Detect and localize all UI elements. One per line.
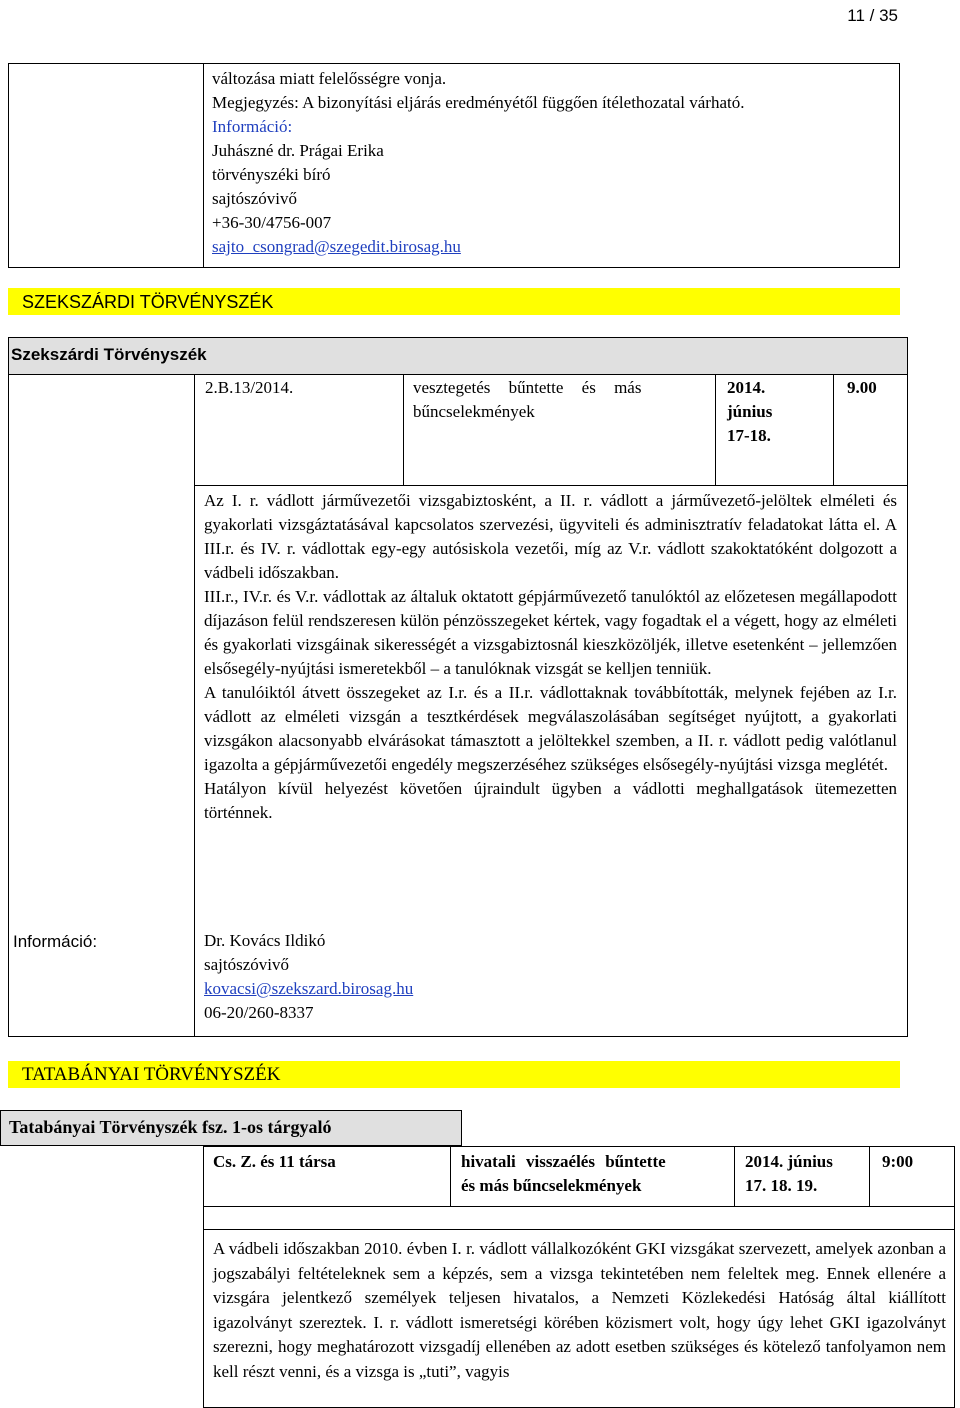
paragraph: Hatályon kívül helyezést követően újraindult ügyben a vádlotti meghallgatások ütemezetten történnek. bbox=[204, 779, 897, 822]
crime-line: hivatali visszaélés bűntette bbox=[461, 1152, 666, 1171]
contact-role: sajtószóvivő bbox=[204, 955, 289, 974]
crime-line: vesztegetés bűntette és más bbox=[413, 378, 642, 397]
case-time: 9:00 bbox=[882, 1152, 914, 1171]
case-number: 2.B.13/2014. bbox=[205, 378, 294, 397]
crime-line: és más bűncselekmények bbox=[461, 1176, 642, 1195]
crime-line: bűncselekmények bbox=[413, 402, 535, 421]
case-date bbox=[745, 1150, 833, 1198]
contact-title: törvényszéki bíró bbox=[212, 165, 331, 184]
case-crime bbox=[461, 1150, 726, 1198]
court-header-szekszard: SZEKSZÁRDI TÖRVÉNYSZÉK bbox=[8, 288, 900, 315]
case-crime bbox=[413, 376, 707, 424]
date-line: június bbox=[727, 402, 773, 421]
paragraph: A tanulóiktól átvett összegeket az I.r. és a II.r. vádlottaknak továbbították, melynek fejében az I.r. vádlott az elméleti vizsgán a tesztkérdések megválaszolásában segítséget nyújtott, a gyakorlati vizsgákon alacsonyabb elvárásokat támasztott a jelöltekkel szemben, a II. r. vádlott pedig valótlanul igazolta a gépjárművezetői engedély megszerzéséhez szükséges elsősegély-nyújtási vizsga meglétét. bbox=[204, 683, 897, 774]
case-description bbox=[213, 1237, 946, 1384]
date-line: 2014. június bbox=[745, 1152, 833, 1171]
text-line: változása miatt felelősségre vonja. bbox=[212, 69, 447, 88]
case-name: Cs. Z. és 11 társa bbox=[213, 1152, 336, 1171]
text-line: Megjegyzés: A bizonyítási eljárás eredményétől függően ítélethozatal várható. bbox=[212, 93, 745, 112]
page-number: 11 / 35 bbox=[847, 6, 898, 25]
contact-role: sajtószóvivő bbox=[212, 189, 297, 208]
info-label: Információ: bbox=[13, 932, 98, 951]
case-date bbox=[727, 376, 772, 448]
court-subheader-tatabanya: Tatabányai Törvényszék fsz. 1-os tárgyaló bbox=[0, 1110, 462, 1146]
paragraph: A vádbeli időszakban 2010. évben I. r. vádlott vállalkozóként GKI vizsgákat szervezett, amelyek azonban a jogszabályi feltételeknek sem a képzés, sem a vizsga tekintetében nem feleltek meg. Ennek ellenére a vizsgára jelentkező személyek teljesen hivatalos, a Nemzeti Közlekedési Hatóság által kiállított igazolványt szereztek. I. r. vádlott ismeretségi körében közismert volt, hogy úgy lehet GKI igazolványt szerezni, hogy meghatározott vizsgadíj ellenében az adott esetben szükséges és kötelező tanfolyamon nem kell részt venni, és a vizsga is „tuti”, vagyis bbox=[213, 1239, 946, 1381]
date-line: 17-18. bbox=[727, 426, 771, 445]
contact-email-link[interactable]: kovacsi@szekszard.birosag.hu bbox=[204, 979, 414, 998]
paragraph: III.r., IV.r. és V.r. vádlottak az általuk oktatott gépjárművezető tanulóktól az előzetesen megállapodott díjazáson felül rendszeresen külön pénzösszegeket kértek, vagy fogadtak el a végett, hogy az elméleti és gyakorlati vizsgáinak sikerességét a vizsgabiztosnál kieszközöljék, illetve esetenként – jellemzően elsősegély-nyújtási ismeretekből – a tanulóknak vizsgát se kelljen tenniük. bbox=[204, 587, 897, 678]
case-description bbox=[204, 489, 897, 825]
info-label: Információ: bbox=[212, 117, 293, 136]
court-subheader-szekszard: Szekszárdi Törvényszék bbox=[8, 337, 908, 375]
contact-name: Juhászné dr. Prágai Erika bbox=[212, 141, 384, 160]
court-header-tatabanya: TATABÁNYAI TÖRVÉNYSZÉK bbox=[8, 1061, 900, 1088]
paragraph: Az I. r. vádlott járművezetői vizsgabiztosként, a II. r. vádlott a járművezető-jelöltek elméleti és gyakorlati vizsgáztatásával kapcsolatos szervezési, ügyviteli és adminisztratív feladatokat látta el. A III.r. és IV. r. vádlottak egy-egy autósiskola vezetői, míg az V.r. vádlott szakoktatóként dolgozott a vádbeli időszakban. bbox=[204, 491, 897, 582]
contact-phone: 06-20/260-8337 bbox=[204, 1003, 314, 1022]
contact-name: Dr. Kovács Ildikó bbox=[204, 931, 326, 950]
contact-email-link[interactable]: sajto_csongrad@szegedit.birosag.hu bbox=[212, 237, 461, 256]
case-time: 9.00 bbox=[847, 378, 877, 397]
date-line: 17. 18. 19. bbox=[745, 1176, 818, 1195]
contact-block bbox=[204, 929, 413, 1025]
previous-case-text bbox=[212, 67, 892, 259]
contact-phone: +36-30/4756-007 bbox=[212, 213, 332, 232]
date-line: 2014. bbox=[727, 378, 766, 397]
